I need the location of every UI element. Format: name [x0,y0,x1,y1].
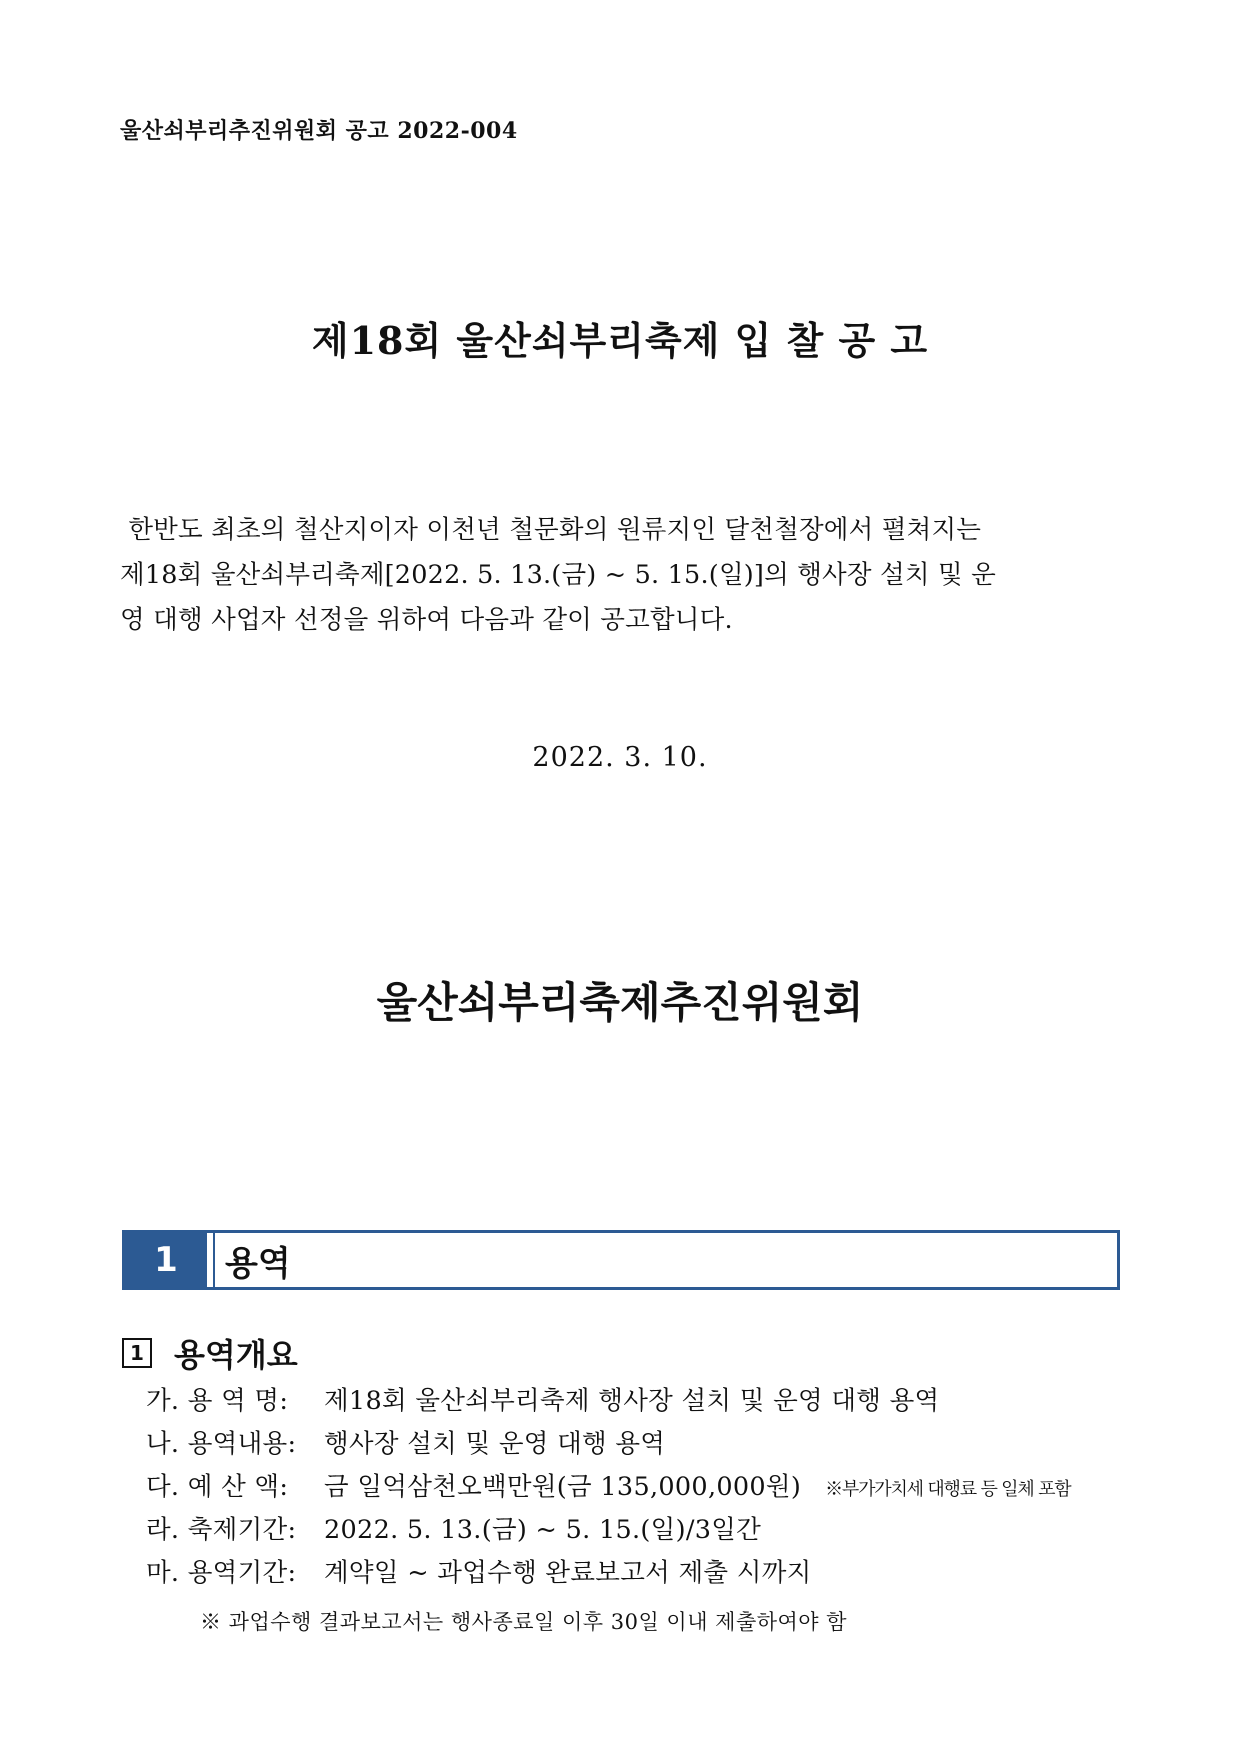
intro-line: 한반도 최초의 철산지이자 이천년 철문화의 원류지인 달천철장에서 펼쳐지는 [128,515,982,545]
section-title: 용역 [213,1233,1117,1287]
list-item [146,1509,1070,1552]
list-item [146,1552,1070,1595]
item-value: 제18회 울산쇠부리축제 행사장 설치 및 운영 대행 용역 [324,1386,940,1416]
item-value: 금 일억삼천오백만원(금 135,000,000원) [324,1472,802,1502]
list-item [146,1423,1070,1466]
notice-number: 울산쇠부리추진위원회 공고 2022-004 [120,118,518,144]
item-label: 다. 예 산 액: [146,1472,289,1502]
document-title: 제18회 울산쇠부리축제 입 찰 공 고 [311,318,929,363]
organization-name: 울산쇠부리축제추진위원회 [376,978,864,1027]
item-value: 2022. 5. 13.(금) ~ 5. 15.(일)/3일간 [324,1515,762,1545]
item-value: 계약일 ~ 과업수행 완료보고서 제출 시까지 [324,1558,812,1588]
subsection-heading [122,1330,298,1376]
subsection-title: 용역개요 [174,1336,298,1374]
intro-paragraph [120,508,1120,643]
section-header [122,1230,1120,1290]
notice-date: 2022. 3. 10. [532,742,708,773]
footnote: ※ 과업수행 결과보고서는 행사종료일 이후 30일 이내 제출하여야 함 [200,1610,848,1634]
section-number: 1 [125,1233,207,1287]
boxed-number: 1 [122,1338,152,1368]
item-label: 라. 축제기간: [146,1515,297,1545]
intro-line: 제18회 울산쇠부리축제[2022. 5. 13.(금) ~ 5. 15.(일)]의 행사장 설치 및 운 [120,560,996,590]
overview-list [146,1380,1070,1595]
list-item [146,1380,1070,1423]
intro-line: 영 대행 사업자 선정을 위하여 다음과 같이 공고합니다. [120,605,733,635]
item-label: 마. 용역기간: [146,1558,297,1588]
item-label: 나. 용역내용: [146,1429,297,1459]
item-value: 행사장 설치 및 운영 대행 용역 [324,1429,666,1459]
list-item [146,1466,1070,1509]
item-label: 가. 용 역 명: [146,1386,289,1416]
item-note: ※부가가치세 대행료 등 일체 포함 [825,1479,1071,1500]
